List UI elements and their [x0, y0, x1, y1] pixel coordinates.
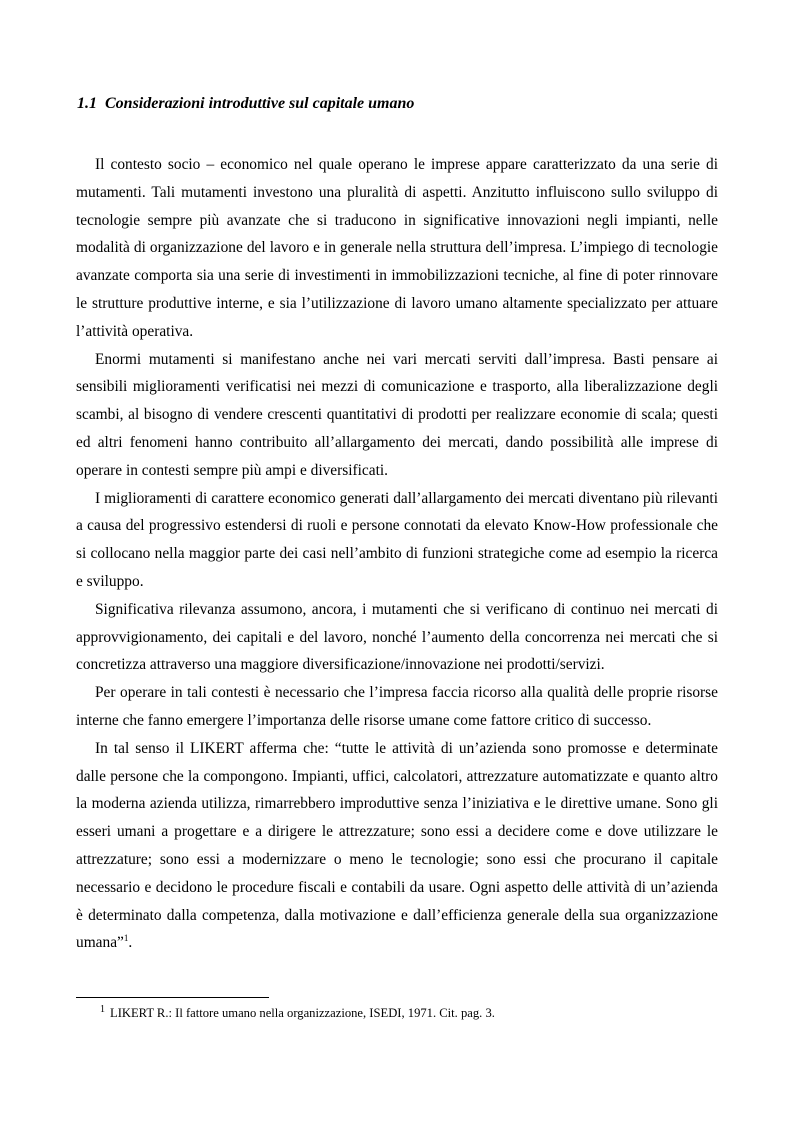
footnote [100, 1003, 495, 1023]
footnote-text: LIKERT R.: Il fattore umano nella organizzazione, ISEDI, 1971. Cit. pag. 3. [110, 1006, 495, 1020]
body-text [76, 151, 718, 957]
paragraph: Enormi mutamenti si manifestano anche nei vari mercati serviti dall’impresa. Basti pensare ai sensibili miglioramenti verificatisi nei mezzi di comunicazione e trasporto, alla liberalizzazione degli scambi, al bisogno di vendere crescenti quantitativi di prodotti per realizzare economie di scala; questi ed altri fenomeni hanno contribuito all’allargamento dei mercati, dando possibilità alle imprese di operare in contesti sempre più ampi e diversificati. [76, 350, 718, 479]
paragraph: Significativa rilevanza assumono, ancora, i mutamenti che si verificano di continuo nei mercati di approvvigionamento, dei capitali e del lavoro, nonché l’aumento della concorrenza nei mercati che si concretizza attraverso una maggiore diversificazione/innovazione nei prodotti/servizi. [76, 600, 718, 674]
quote-text: In tal senso il LIKERT afferma che: “tutte le attività di un’azienda sono promosse e determinate dalle persone che la compongono. Impianti, uffici, calcolatori, attrezzature automatizzate e quanto altro la moderna azienda utilizza, rimarrebbero improduttive senza l’iniziativa e le direttive umane. Sono gli esseri umani a progettare e a dirigere le attrezzature; sono essi a decidere come e dove utilizzare le attrezzature; sono essi a modernizzare o meno le tecnologie; sono essi che procurano il capitale necessario e decidono le procedure fiscali e contabili da usare. Ogni aspetto delle attività di un’azienda è determinato dalla competenza, dalla motivazione e dall’efficienza generale della sua organizzazione umana” [76, 739, 718, 952]
footnote-separator [76, 997, 269, 998]
paragraph: I miglioramenti di carattere economico generati dall’allargamento dei mercati diventano più rilevanti a causa del progressivo estendersi di ruoli e persone connotati da elevato Know-How professionale che si collocano nella maggior parte dei casi nell’ambito di funzioni strategiche come ad esempio la ricerca e sviluppo. [76, 489, 718, 590]
quote-paragraph [76, 735, 718, 957]
footnote-marker: 1 [100, 1004, 105, 1015]
section-title: Considerazioni introduttive sul capitale umano [105, 95, 415, 112]
paragraph: Il contesto socio – economico nel quale operano le imprese appare caratterizzato da una serie di mutamenti. Tali mutamenti investono una pluralità di aspetti. Anzitutto influiscono sullo sviluppo di tecnologie sempre più avanzate che si traducono in significative innovazioni negli impianti, nelle modalità di organizzazione del lavoro e in generale nella struttura dell’impresa. L’impiego di tecnologie avanzate comporta sia una serie di investimenti in immobilizzazioni tecniche, al fine di poter rinnovare le strutture produttive interne, e sia l’utilizzazione di lavoro umano altamente specializzato per attuare l’attività operativa. [76, 156, 718, 340]
quote-end: . [128, 934, 133, 952]
footnote-reference: 1 [123, 933, 129, 944]
section-number: 1.1 [77, 95, 97, 112]
section-heading [77, 94, 414, 114]
paragraph: Per operare in tali contesti è necessario che l’impresa faccia ricorso alla qualità delle proprie risorse interne che fanno emergere l’importanza delle risorse umane come fattore critico di successo. [76, 684, 718, 729]
